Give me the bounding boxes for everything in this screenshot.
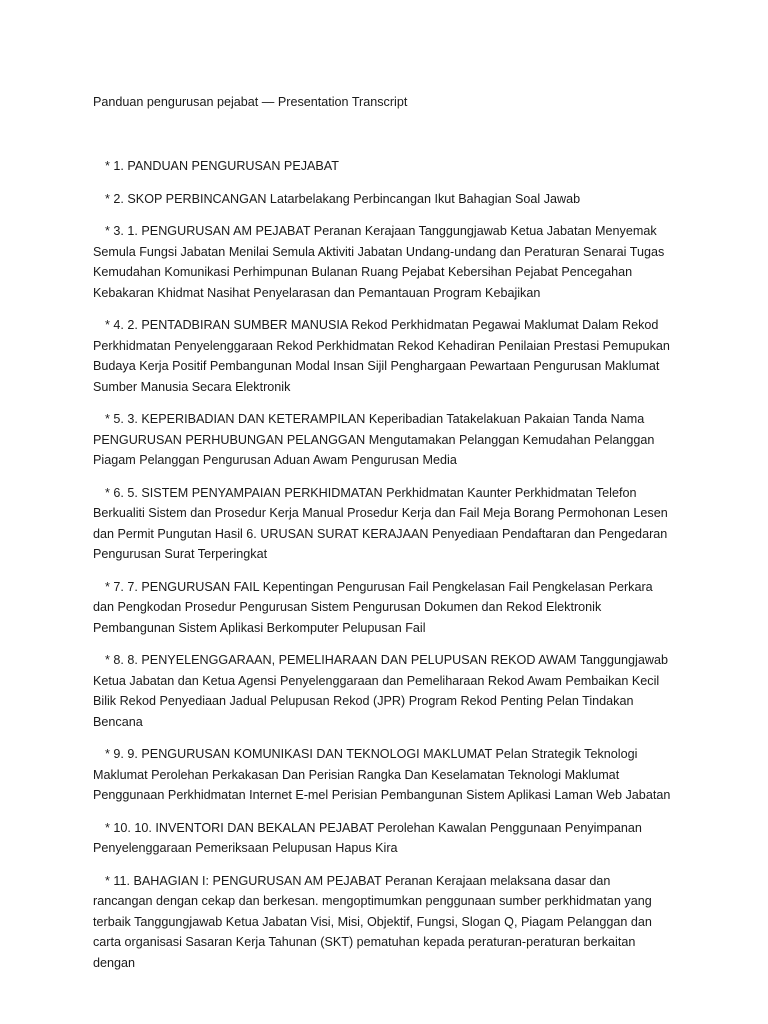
list-item: * 7. 7. PENGURUSAN FAIL Kepentingan Pengurusan Fail Pengkelasan Fail Pengkelasan Perkara dan Pengkodan Prosedur Pengurusan Sistem Pengurusan Dokumen dan Rekod Elektronik Pembangunan Sistem Aplikasi Berkomputer Pelupusan Fail	[93, 579, 653, 635]
page-title: Panduan pengurusan pejabat — Presentation Transcript	[93, 95, 408, 109]
list-item: * 6. 5. SISTEM PENYAMPAIAN PERKHIDMATAN Perkhidmatan Kaunter Perkhidmatan Telefon Berkualiti Sistem dan Prosedur Kerja Manual Prosedur Kerja dan Fail Meja Borang Permohonan Lesen dan Permit Pungutan Hasil 6. URUSAN SURAT KERAJAAN Penyediaan Pendaftaran dan Pengedaran Pengurusan Surat Terperingkat	[93, 485, 668, 561]
list-item: * 3. 1. PENGURUSAN AM PEJABAT Peranan Kerajaan Tanggungjawab Ketua Jabatan Menyemak Semula Fungsi Jabatan Menilai Semula Aktiviti Jabatan Undang-undang dan Peraturan Senarai Tugas Kemudahan Komunikasi Perhimpunan Bulanan Ruang Pejabat Kebersihan Pejabat Pencegahan Kebakaran Khidmat Nasihat Penyelarasan dan Pemantauan Program Kebajikan	[93, 224, 665, 300]
list-item: * 9. 9. PENGURUSAN KOMUNIKASI DAN TEKNOLOGI MAKLUMAT Pelan Strategik Teknologi Maklumat Perolehan Perkakasan Dan Perisian Rangka Dan Keselamatan Teknologi Maklumat Penggunaan Perkhidmatan Internet E-mel Perisian Pembangunan Sistem Aplikasi Laman Web Jabatan	[93, 747, 671, 802]
list-item: * 8. 8. PENYELENGGARAAN, PEMELIHARAAN DAN PELUPUSAN REKOD AWAM Tanggungjawab Ketua Jabatan dan Ketua Agensi Penyelenggaraan dan Pemeliharaan Rekod Awam Pembaikan Kecil Bilik Rekod Penyediaan Jadual Pelupusan Rekod (JPR) Program Rekod Penting Pelan Tindakan Bencana	[93, 653, 668, 729]
list-item: * 4. 2. PENTADBIRAN SUMBER MANUSIA Rekod Perkhidmatan Pegawai Maklumat Dalam Rekod Perkhidmatan Penyelenggaraan Rekod Perkhidmatan Rekod Kehadiran Penilaian Prestasi Pemupukan Budaya Kerja Positif Pembangunan Modal Insan Sijil Penghargaan Pewartaan Pengurusan Maklumat Sumber Manusia Secara Elektronik	[93, 318, 670, 394]
list-item: * 2. SKOP PERBINCANGAN Latarbelakang Perbincangan Ikut Bahagian Soal Jawab	[105, 191, 581, 206]
list-item: * 5. 3. KEPERIBADIAN DAN KETERAMPILAN Keperibadian Tatakelakuan Pakaian Tanda Nama PENGURUSAN PERHUBUNGAN PELANGGAN Mengutamakan Pelanggan Kemudahan Pelanggan Piagam Pelanggan Pengurusan Aduan Awam Pengurusan Media	[93, 412, 655, 467]
list-item: * 11. BAHAGIAN I: PENGURUSAN AM PEJABAT Peranan Kerajaan melaksana dasar dan rancangan dengan cekap dan berkesan. mengoptimumkan penggunaan sumber perkhidmatan yang terbaik Tanggungjawab Ketua Jabatan Visi, Misi, Objektif, Fungsi, Slogan Q, Piagam Pelanggan dan carta organisasi Sasaran Kerja Tahunan (SKT) pematuhan kepada peraturan-peraturan berkaitan dengan	[93, 873, 652, 970]
list-item: * 10. 10. INVENTORI DAN BEKALAN PEJABAT Perolehan Kawalan Penggunaan Penyimpanan Penyelenggaraan Pemeriksaan Pelupusan Hapus Kira	[93, 820, 642, 855]
list-item: * 1. PANDUAN PENGURUSAN PEJABAT	[105, 159, 339, 173]
slide-list	[93, 156, 673, 985]
